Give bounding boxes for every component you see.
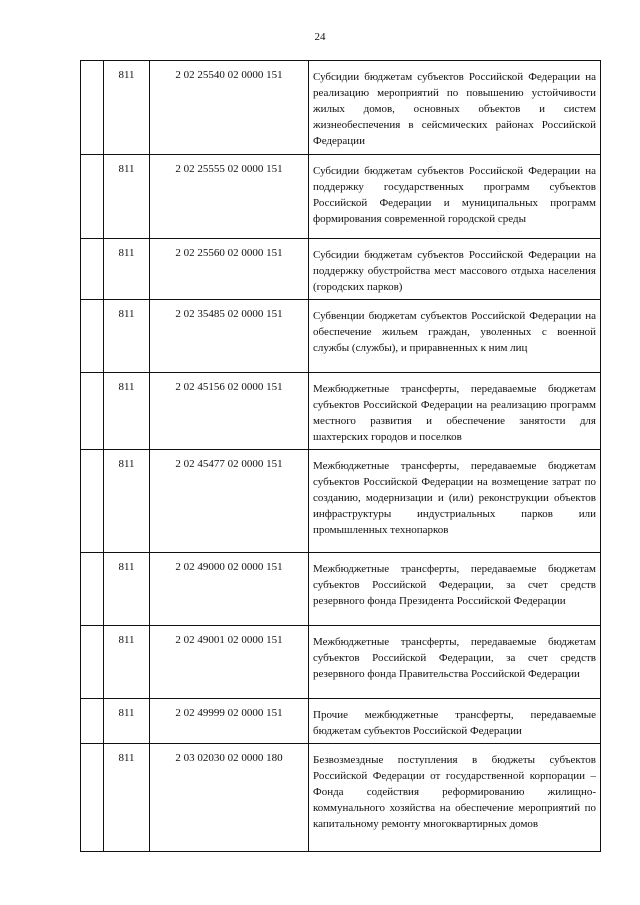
budget-classification-code-cell: 2 03 02030 02 0000 180 — [150, 744, 309, 852]
budget-classification-code-cell: 2 02 49999 02 0000 151 — [150, 699, 309, 744]
table-body — [81, 61, 601, 852]
administrator-code-cell: 811 — [104, 373, 150, 450]
administrator-code-cell: 811 — [104, 553, 150, 626]
budget-classification-code-cell: 2 02 49001 02 0000 151 — [150, 626, 309, 699]
table-row — [81, 744, 601, 852]
budget-classification-code-cell: 2 02 45156 02 0000 151 — [150, 373, 309, 450]
budget-classification-code-cell: 2 02 25540 02 0000 151 — [150, 61, 309, 155]
table-row — [81, 155, 601, 239]
administrator-code-cell: 811 — [104, 744, 150, 852]
budget-revenue-table — [80, 60, 601, 852]
empty-cell — [81, 553, 104, 626]
empty-cell — [81, 239, 104, 300]
empty-cell — [81, 699, 104, 744]
administrator-code-cell: 811 — [104, 626, 150, 699]
table-row — [81, 300, 601, 373]
table-row — [81, 61, 601, 155]
revenue-description-cell: Межбюджетные трансферты, передаваемые бюджетам субъектов Российской Федерации на возмещение затрат по созданию, модернизации и (или) реконструкции объектов инфраструктуры индустриальных парков или промышленных технопарков — [309, 450, 601, 553]
administrator-code-cell: 811 — [104, 155, 150, 239]
page-number: 24 — [314, 31, 326, 43]
table-row — [81, 553, 601, 626]
revenue-description-cell: Безвозмездные поступления в бюджеты субъектов Российской Федерации от государственной корпорации – Фонда содействия реформированию жилищно-коммунального хозяйства на обеспечение мероприятий по капитальному ремонту многоквартирных домов — [309, 744, 601, 852]
empty-cell — [81, 744, 104, 852]
empty-cell — [81, 373, 104, 450]
budget-classification-code-cell: 2 02 49000 02 0000 151 — [150, 553, 309, 626]
revenue-description-cell: Субсидии бюджетам субъектов Российской Федерации на поддержку обустройства мест массового отдыха населения (городских парков) — [309, 239, 601, 300]
budget-classification-code-cell: 2 02 45477 02 0000 151 — [150, 450, 309, 553]
empty-cell — [81, 61, 104, 155]
empty-cell — [81, 450, 104, 553]
table-row — [81, 373, 601, 450]
empty-cell — [81, 155, 104, 239]
revenue-description-cell: Субвенции бюджетам субъектов Российской Федерации на обеспечение жильем граждан, уволенных с военной службы (службы), и приравненных к ним лиц — [309, 300, 601, 373]
revenue-description-cell: Межбюджетные трансферты, передаваемые бюджетам субъектов Российской Федерации на реализацию программ местного развития и обеспечение занятости для шахтерских городов и поселков — [309, 373, 601, 450]
table-row — [81, 239, 601, 300]
table-row — [81, 626, 601, 699]
administrator-code-cell: 811 — [104, 300, 150, 373]
revenue-description-cell: Субсидии бюджетам субъектов Российской Федерации на поддержку государственных программ субъектов Российской Федерации и муниципальных программ формирования современной городской среды — [309, 155, 601, 239]
table-row — [81, 450, 601, 553]
budget-classification-code-cell: 2 02 25560 02 0000 151 — [150, 239, 309, 300]
revenue-description-cell: Межбюджетные трансферты, передаваемые бюджетам субъектов Российской Федерации, за счет средств резервного фонда Президента Российской Федерации — [309, 553, 601, 626]
budget-classification-code-cell: 2 02 35485 02 0000 151 — [150, 300, 309, 373]
administrator-code-cell: 811 — [104, 699, 150, 744]
administrator-code-cell: 811 — [104, 61, 150, 155]
administrator-code-cell: 811 — [104, 239, 150, 300]
revenue-description-cell: Прочие межбюджетные трансферты, передаваемые бюджетам субъектов Российской Федерации — [309, 699, 601, 744]
revenue-description-cell: Межбюджетные трансферты, передаваемые бюджетам субъектов Российской Федерации, за счет средств резервного фонда Правительства Российской Федерации — [309, 626, 601, 699]
table-row — [81, 699, 601, 744]
empty-cell — [81, 300, 104, 373]
revenue-description-cell: Субсидии бюджетам субъектов Российской Федерации на реализацию мероприятий по повышению устойчивости жилых домов, основных объектов и систем жизнеобеспечения в сейсмических районах Российской Федерации — [309, 61, 601, 155]
budget-classification-code-cell: 2 02 25555 02 0000 151 — [150, 155, 309, 239]
empty-cell — [81, 626, 104, 699]
administrator-code-cell: 811 — [104, 450, 150, 553]
